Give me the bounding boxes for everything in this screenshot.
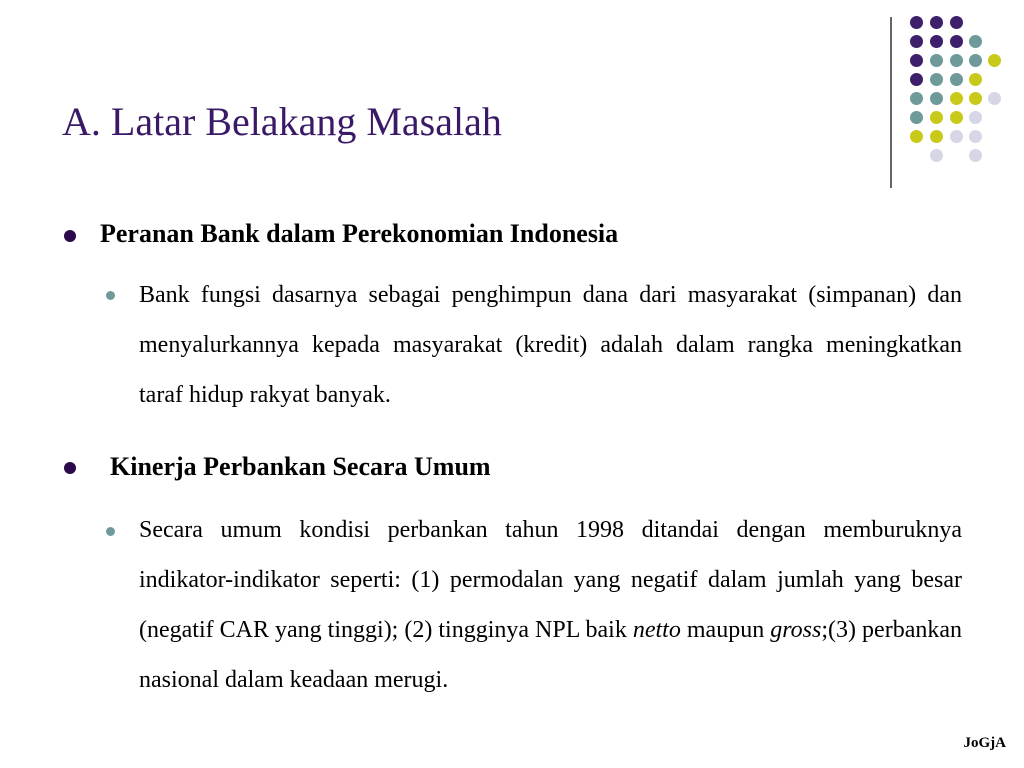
dot-icon [950,16,963,29]
dot-icon [950,130,963,143]
paragraph-text: ;(3) perbankan nasional dalam keadaan merugi. [139,617,962,693]
paragraph-text: maupun [680,617,771,643]
italic-term-netto: netto [632,617,681,643]
bullet-icon [64,230,76,242]
dot-icon [950,92,963,105]
dot-icon [969,73,982,86]
section-paragraph-peranan-bank: Bank fungsi dasarnya sebagai penghimpun dana dari masyarakat (simpanan) dan menyalurkannya kepada masyarakat (kredit) adalah dalam rangka meningkatkan taraf hidup rakyat banyak. [139,282,962,408]
section-paragraph-kinerja-perbankan [139,505,962,705]
paragraph-text: Secara umum kondisi perbankan tahun 1998 ditandai dengan memburuknya indikator-indikator seperti: (1) permodalan yang negatif dalam jumlah yang besar (negatif CAR yang tinggi); (2) tingginya NPL baik [139,517,962,643]
dot-icon [930,73,943,86]
dot-icon [950,111,963,124]
sub-bullet-icon [106,527,115,536]
dot-icon [910,111,923,124]
dot-icon [950,73,963,86]
section-heading-peranan-bank: Peranan Bank dalam Perekonomian Indonesia [100,219,619,248]
dot-icon [950,35,963,48]
dot-icon [930,16,943,29]
vertical-divider [890,17,892,188]
dot-icon [930,54,943,67]
section-heading-kinerja-perbankan: Kinerja Perbankan Secara Umum [110,452,491,481]
dot-icon [930,111,943,124]
dot-icon [969,35,982,48]
dot-icon [910,16,923,29]
bullet-icon [64,462,76,474]
dot-icon [988,92,1001,105]
dot-icon [988,54,1001,67]
dot-icon [910,54,923,67]
dot-icon [910,92,923,105]
dot-icon [969,54,982,67]
dot-icon [930,35,943,48]
footer-label: JoGjA [963,735,1006,751]
dot-icon [969,149,982,162]
italic-term-gross: gross [770,617,822,643]
dot-icon [910,73,923,86]
dot-icon [969,130,982,143]
dot-icon [950,54,963,67]
dot-icon [910,130,923,143]
sub-bullet-icon [106,291,115,300]
dot-icon [969,111,982,124]
dot-icon [930,92,943,105]
slide-title: A. Latar Belakang Masalah [62,99,502,144]
dot-icon [969,92,982,105]
dot-icon [930,130,943,143]
dot-icon [930,149,943,162]
dot-icon [910,35,923,48]
